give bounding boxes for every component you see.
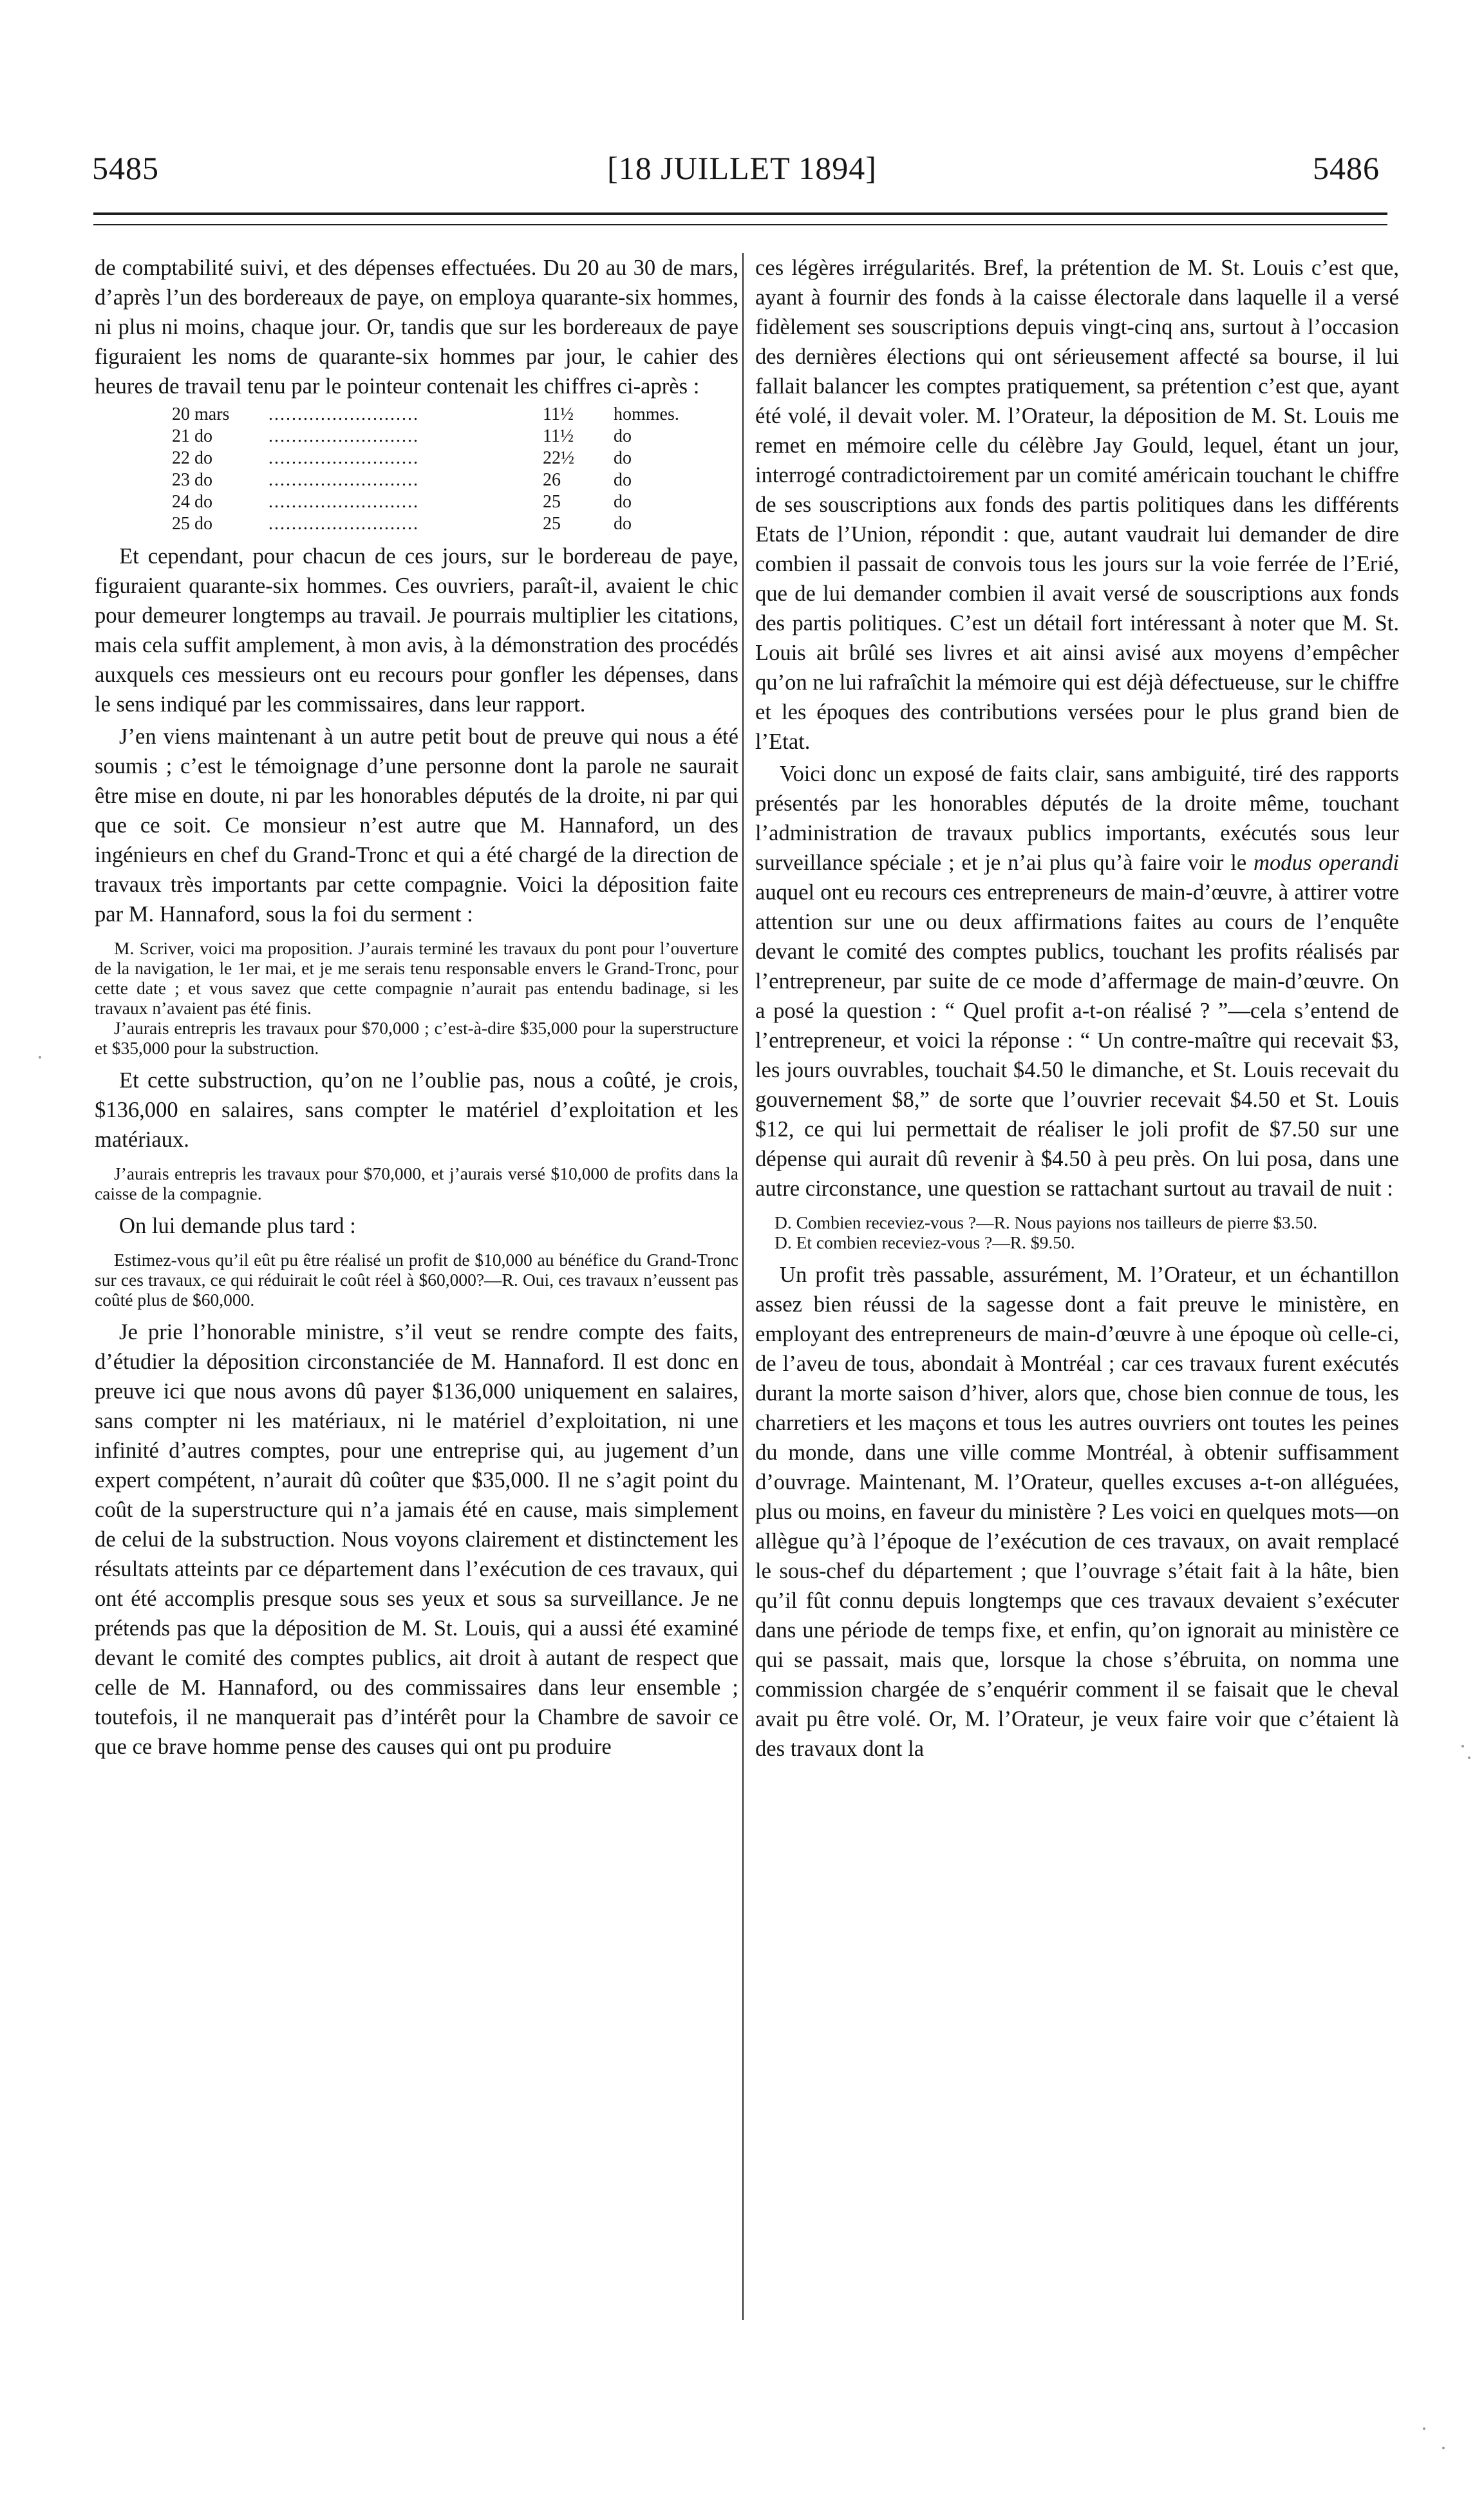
tally-leader: ..........................	[268, 448, 419, 468]
left-paragraph-4: Et cette substruction, qu’on ne l’oublie pas, nous a coûté, je crois, $136,000 en salaires, sans compter le matériel d’exploitation et les matériaux.	[95, 1068, 738, 1152]
night-work-quote	[755, 1212, 1399, 1252]
scan-speck	[1461, 1745, 1464, 1747]
tally-count: 25	[543, 514, 561, 534]
tally-unit: do	[614, 470, 632, 490]
right-paragraph-3: Un profit très passable, assurément, M. l’Orateur, et un échantillon assez bien réussi de la sagesse dont a fait preuve le ministère, en employant des entrepreneurs de main-d’œuvre à une époque où celle-ci, de l’aveu de tous, abondait à Montréal ; car ces travaux furent exécutés durant la morte saison d’hiver, alors que, chose bien connue de tous, les charretiers et les maçons et tous les autres ouvriers ont toutes les peines du monde, dans une ville comme Montréal, à obtenir suffisamment d’ouvrage. Maintenant, M. l’Orateur, quelles excuses a-t-on alléguées, plus ou moins, en faveur du ministère ? Les voici en quelques mots—on allègue qu’à l’époque de l’exécution de ces travaux, on avait remplacé le sous-chef du département ; que l’ouvrage s’était fait à la hâte, bien qu’il fût connu depuis longtemps que ces travaux devaient s’exécuter dans une période de temps fixe, et enfin, qu’on ignorait au ministère ce qui se passait, mais que, lorsque la chose s’ébruita, on nomma une commission chargée de s’enquérir comment il se faisait que le cheval avait pu être volé. Or, M. l’Orateur, je veux faire voir que c’étaient là des travaux dont la	[755, 1263, 1399, 1761]
left-page-number: 5485	[92, 150, 159, 186]
scan-speck	[1423, 2427, 1425, 2430]
column-divider	[742, 253, 744, 2320]
tally-row	[172, 404, 704, 426]
tally-leader: ..........................	[268, 470, 419, 490]
hannaford-quote-1	[95, 938, 738, 1058]
tally-day: 23 do	[172, 470, 212, 490]
quote-text: M. Scriver, voici ma proposition. J’aurais terminé les travaux du pont pour l’ouverture de la navigation, le 1er mai, et je me serais tenu responsable envers le Grand-Tronc, pour cette date ; et vous savez que cette compagnie n’aurait pas entendu badinage, si les travaux n’avaient pas été finis.	[95, 938, 738, 1018]
tally-count: 11½	[543, 404, 574, 424]
tally-unit: do	[614, 448, 632, 468]
header-rule-thin	[93, 224, 1387, 225]
quote-text: D. Combien receviez-vous ?—R. Nous payions nos tailleurs de pierre $3.50.	[775, 1212, 1318, 1232]
tally-unit: hommes.	[614, 404, 679, 424]
tally-count: 11½	[543, 426, 574, 446]
scan-speck	[1468, 1756, 1470, 1759]
scan-speck	[39, 1056, 41, 1059]
quote-text: Estimez-vous qu’il eût pu être réalisé un profit de $10,000 au bénéfice du Grand-Tronc sur ces travaux, ce qui réduirait le coût réel à $60,000?—R. Oui, ces travaux n’eussent pas coûté plus de $60,000.	[95, 1250, 738, 1310]
paragraph-text: auquel ont eu recours ces entrepreneurs de main-d’œuvre, à attirer votre attention sur une ou deux affirmations faites au cours de l’enquête devant le comité des comptes publics, touchant les profits réalisés par l’entrepreneur, par suite de ce mode d’affermage de main-d’œuvre. On a posé la question : “ Quel profit a-t-on réalisé ? ”—cela s’entend de l’entrepreneur, et voici la réponse : “ Un contre-maître qui recevait $3, les jours ouvrables, touchait $4.50 le dimanche, et St. Louis recevait du gouvernement $8,” de sorte que l’ouvrier recevait $4.50 et St. Louis $12, ce qui lui permettait de réaliser le joli profit de $7.50 sur une dépense qui aurait dû revenir à $4.50 à peu près. On lui posa, dans une autre circonstance, une question se rattachant surtout au travail de nuit :	[755, 880, 1399, 1201]
right-paragraph-2	[755, 759, 1399, 1203]
tally-leader: ..........................	[268, 426, 419, 446]
quote-text: J’aurais entrepris les travaux pour $70,000 ; c’est-à-dire $35,000 pour la superstructure et $35,000 pour la substruction.	[95, 1018, 738, 1058]
left-paragraph-5: On lui demande plus tard :	[119, 1214, 356, 1238]
tally-count: 26	[543, 470, 561, 490]
quote-text: D. Et combien receviez-vous ?—R. $9.50.	[775, 1232, 1075, 1252]
tally-day: 22 do	[172, 448, 212, 468]
hannaford-quote-2	[95, 1163, 738, 1203]
tally-unit: do	[614, 514, 632, 534]
tally-row	[172, 469, 704, 491]
tally-leader: ..........................	[268, 404, 419, 424]
header-rule-thick	[93, 212, 1387, 215]
hannaford-quote-3	[95, 1250, 738, 1310]
left-paragraph-2: Et cependant, pour chacun de ces jours, sur le bordereau de paye, figuraient quarante-six hommes. Ces ouvriers, paraît-il, avaient le chic pour demeurer longtemps au travail. Je pourrais multiplier les citations, mais cela suffit amplement, à mon avis, à la démonstration des procédés auxquels ces messieurs ont eu recours pour gonfler les dépenses, dans le sens indiqué par les commissaires, dans leur rapport.	[95, 544, 738, 717]
tally-day: 24 do	[172, 492, 212, 512]
tally-count: 25	[543, 492, 561, 512]
tally-leader: ..........................	[268, 492, 419, 512]
tally-row	[172, 513, 704, 535]
tally-unit: do	[614, 426, 632, 446]
left-paragraph-3: J’en viens maintenant à un autre petit bout de preuve qui nous a été soumis ; c’est le témoignage d’une personne dont la parole ne saurait être mise en doute, ni par les honorables députés de la droite, ni par qui que ce soit. Ce monsieur n’est autre que M. Hannaford, un des ingénieurs en chef du Grand-Tronc et qui a été chargé de la direction de travaux très importants par cette compagnie. Voici la déposition faite par M. Hannaford, sous la foi du serment :	[95, 724, 738, 927]
quote-text: J’aurais entrepris les travaux pour $70,000, et j’aurais versé $10,000 de profits dans la caisse de la compagnie.	[95, 1163, 738, 1203]
tally-row	[172, 491, 704, 513]
tally-count: 22½	[543, 448, 574, 468]
tally-row	[172, 447, 704, 469]
left-paragraph-6: Je prie l’honorable ministre, s’il veut se rendre compte des faits, d’étudier la déposition circonstanciée de M. Hannaford. Il est donc en preuve ici que nous avons dû payer $136,000 uniquement en salaires, sans compter ni les matériaux, ni le matériel d’exploitation, ni une infinité d’autres comptes, pour une entreprise qui, au jugement d’un expert compétent, n’aurait dû coûter que $35,000. Il ne s’agit point du coût de la superstructure qui n’a jamais été en cause, mais simplement de celui de la substruction. Nous voyons clairement et distinctement les résultats atteints par ce département dans l’exécution de ces travaux, qui ont été accomplis presque sous ses yeux et sous sa surveillance. Je ne prétends pas que la déposition de M. St. Louis, qui a aussi été examiné devant le comité des comptes publics, ait droit à autant de respect que celle de M. Hannaford, ou des commissaires dans leur ensemble ; toutefois, il ne manquerait pas d’intérêt pour la Chambre de savoir ce que ce brave homme pense des causes qui ont pu produire	[95, 1320, 738, 1759]
right-column	[755, 253, 1399, 2320]
latin-phrase: modus operandi	[1254, 851, 1399, 875]
paragraph-text: Voici donc un exposé de faits clair, sans ambiguité, tiré des rapports présentés par les honorables députés de la droite même, touchant l’administration de travaux publics importants, exécutés sous leur surveillance spéciale ; et je n’ai plus qu’à faire voir le	[755, 762, 1399, 875]
right-paragraph-1: ces légères irrégularités. Bref, la prétention de M. St. Louis c’est que, ayant à fournir des fonds à la caisse électorale dans laquelle il a versé fidèlement ses souscriptions depuis vingt-cinq ans, surtout à l’occasion des dernières élections qui ont sérieusement affecté sa bourse, il lui fallait balancer les comptes pratiquement, sa prétention c’est que, ayant été volé, il devait voler. M. l’Orateur, la déposition de M. St. Louis me remet en mémoire celle du célèbre Jay Gould, lequel, étant un jour, interrogé contradictoirement par un comité américain touchant le chiffre de ses souscriptions aux fonds des partis politiques dans les différents Etats de l’Union, répondit : que, autant vaudrait lui demander de dire combien il passait de convois tous les jours sur la voie ferrée de l’Erié, que de lui demander combien il avait versé de souscriptions aux fonds des partis politiques. C’est un détail fort intéressant à noter que M. St. Louis ait brûlé ses livres et ait ainsi avisé aux moyens d’empêcher qu’on ne lui rafraîchit la mémoire qui est déjà défectueuse, sur le chiffre et les époques des contributions versées pour le plus grand bien de l’Etat.	[755, 256, 1399, 754]
tally-day: 25 do	[172, 514, 212, 534]
tally-day: 20 mars	[172, 404, 230, 424]
scan-speck	[1442, 2447, 1445, 2449]
header-date: [18 JUILLET 1894]	[607, 150, 877, 186]
right-page-number: 5486	[1313, 150, 1380, 186]
hours-tally-table	[172, 404, 704, 535]
left-column	[95, 253, 738, 2320]
tally-row	[172, 426, 704, 447]
left-paragraph-1: de comptabilité suivi, et des dépenses effectuées. Du 20 au 30 de mars, d’après l’un des bordereaux de paye, on employa quarante-six hommes, ni plus ni moins, chaque jour. Or, tandis que sur les bordereaux de paye figuraient les noms de quarante-six hommes par jour, le cahier des heures de travail tenu par le pointeur contenait les chiffres ci-après :	[95, 256, 738, 399]
tally-leader: ..........................	[268, 514, 419, 534]
tally-day: 21 do	[172, 426, 212, 446]
tally-unit: do	[614, 492, 632, 512]
